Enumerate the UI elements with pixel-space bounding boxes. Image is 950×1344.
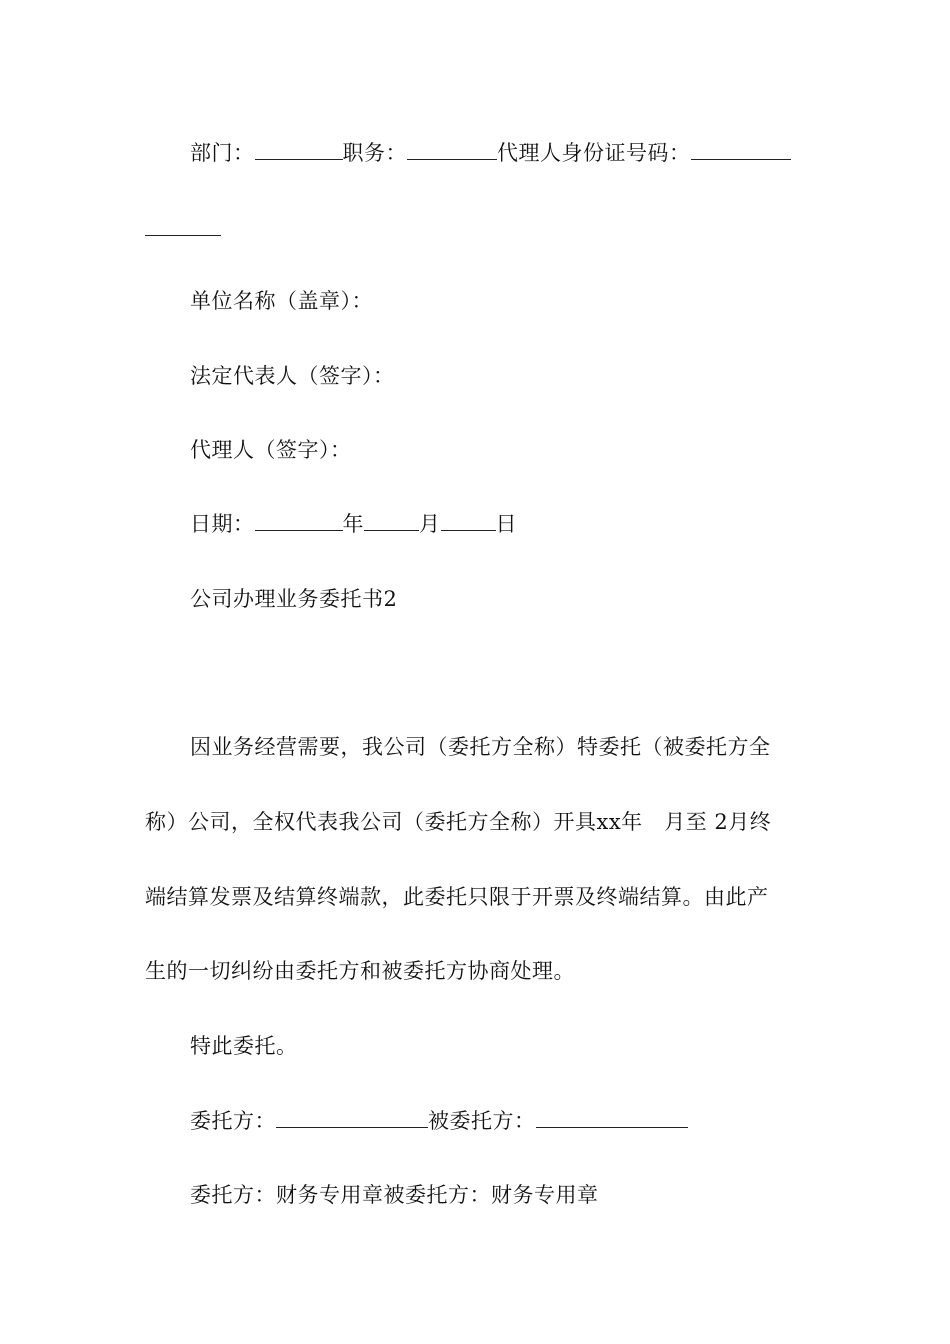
client-blank xyxy=(276,1107,428,1128)
body-line-3: 端结算发票及结算终端款，此委托只限于开票及终端结算。由此产 xyxy=(145,885,769,909)
date-label: 日期： xyxy=(190,512,255,536)
month-blank xyxy=(364,510,419,531)
parties-line xyxy=(190,1107,688,1135)
month-label: 月 xyxy=(419,512,441,536)
body-line-1: 因业务经营需要，我公司（委托方全称）特委托（被委托方全 xyxy=(190,735,771,759)
date-line xyxy=(190,510,517,538)
id-blank xyxy=(691,139,791,160)
year-blank xyxy=(255,510,343,531)
company-stamp-line: 单位名称（盖章）： xyxy=(190,289,373,313)
agent-label: 被委托方： xyxy=(428,1109,536,1133)
body-line-2: 称）公司，全权代表我公司（委托方全称）开具xx年 月至 2月终 xyxy=(145,810,772,834)
id-blank-continuation xyxy=(145,235,221,236)
year-label: 年 xyxy=(342,512,364,536)
dept-label: 部门： xyxy=(190,141,255,165)
day-label: 日 xyxy=(495,512,517,536)
seals-line: 委托方：财务专用章被委托方：财务专用章 xyxy=(190,1183,599,1207)
id-label: 代理人身份证号码： xyxy=(497,141,691,165)
dept-position-id-line xyxy=(190,139,791,167)
closing-line: 特此委托。 xyxy=(190,1034,298,1058)
section-title-2: 公司办理业务委托书2 xyxy=(190,587,398,611)
agent-blank xyxy=(536,1107,688,1128)
body-line-4: 生的一切纠纷由委托方和被委托方协商处理。 xyxy=(145,959,575,983)
legal-rep-line: 法定代表人（签字）： xyxy=(190,364,395,388)
client-label: 委托方： xyxy=(190,1109,276,1133)
position-label: 职务： xyxy=(342,141,407,165)
agent-sign-line: 代理人（签字）： xyxy=(190,438,352,462)
day-blank xyxy=(441,510,496,531)
dept-blank xyxy=(255,139,343,160)
position-blank xyxy=(407,139,497,160)
